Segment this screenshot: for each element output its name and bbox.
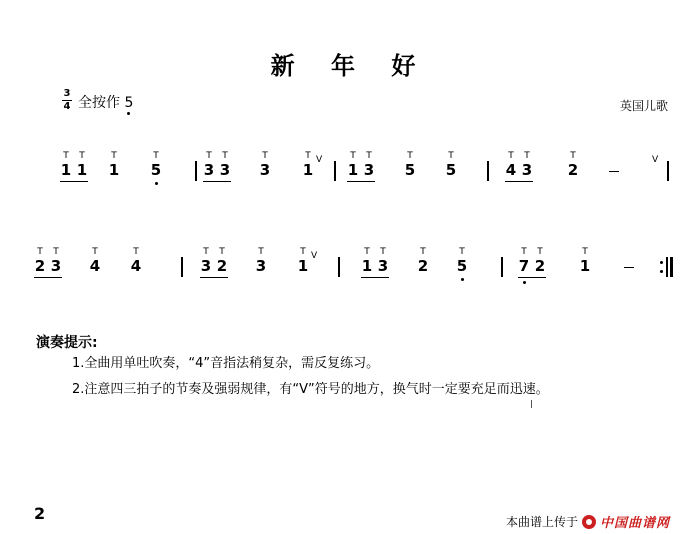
site-logo-text: 中国曲谱网 bbox=[600, 516, 671, 531]
tongue-mark: T bbox=[521, 247, 527, 257]
tongue-mark: T bbox=[92, 247, 98, 257]
tongue-mark: T bbox=[111, 151, 117, 161]
note: 2 bbox=[567, 161, 579, 179]
tongue-mark: T bbox=[459, 247, 465, 257]
tongue-mark: T bbox=[203, 247, 209, 257]
note: 1 bbox=[108, 161, 120, 179]
tongue-mark: T bbox=[582, 247, 588, 257]
note: 2 bbox=[216, 257, 228, 275]
tongue-mark: T bbox=[380, 247, 386, 257]
note: 7 bbox=[518, 257, 530, 275]
performance-tip-1: 1.全曲用单吐吹奏，“4”音指法稍复杂，需反复练习。 bbox=[72, 356, 380, 371]
beam-underline bbox=[203, 181, 231, 182]
bar-line bbox=[195, 161, 197, 181]
note: 5 bbox=[404, 161, 416, 179]
tongue-mark: T bbox=[305, 151, 311, 161]
page-number: 2 bbox=[34, 504, 46, 523]
breath-mark: V bbox=[652, 155, 659, 165]
bar-line bbox=[667, 161, 669, 181]
footer-text: 本曲谱上传于 bbox=[506, 515, 579, 529]
tongue-mark: T bbox=[53, 247, 59, 257]
song-title: 新 年 好 bbox=[270, 52, 430, 80]
low-octave-dot bbox=[523, 281, 526, 284]
note: 1 bbox=[579, 257, 591, 275]
bar-line bbox=[666, 257, 668, 277]
note: 4 bbox=[130, 257, 142, 275]
stray-mark bbox=[531, 400, 532, 408]
repeat-dot bbox=[660, 261, 663, 264]
tongue-mark: T bbox=[508, 151, 514, 161]
tongue-mark: T bbox=[537, 247, 543, 257]
key-indication bbox=[78, 92, 133, 112]
tongue-mark: T bbox=[350, 151, 356, 161]
note: 3 bbox=[259, 161, 271, 179]
beam-underline bbox=[34, 277, 62, 278]
score-line-2 bbox=[0, 248, 700, 288]
note: 1 bbox=[297, 257, 309, 275]
tongue-mark: T bbox=[79, 151, 85, 161]
tongue-mark: T bbox=[366, 151, 372, 161]
bar-line bbox=[487, 161, 489, 181]
performance-tip-2: 2.注意四三拍子的节奏及强弱规律，有“V”符号的地方，换气时一定要充足而迅速。 bbox=[72, 382, 549, 397]
beam-underline bbox=[518, 277, 546, 278]
note: 3 bbox=[203, 161, 215, 179]
note: 5 bbox=[150, 161, 162, 179]
tongue-mark: T bbox=[153, 151, 159, 161]
beam-underline bbox=[505, 181, 533, 182]
key-label: 全按作 bbox=[78, 95, 120, 111]
note: 1 bbox=[76, 161, 88, 179]
sustain-dash bbox=[609, 171, 619, 172]
low-octave-dot bbox=[155, 182, 158, 185]
tongue-mark: T bbox=[300, 247, 306, 257]
note: 3 bbox=[521, 161, 533, 179]
key-note: 5 bbox=[124, 95, 134, 111]
composer: 英国儿歌 bbox=[619, 99, 668, 113]
note: 3 bbox=[219, 161, 231, 179]
note: 5 bbox=[456, 257, 468, 275]
note: 3 bbox=[255, 257, 267, 275]
performance-tips-heading: 演奏提示: bbox=[36, 335, 98, 351]
beam-underline bbox=[60, 181, 88, 182]
note: 3 bbox=[363, 161, 375, 179]
low-octave-dot bbox=[461, 278, 464, 281]
site-logo-icon bbox=[582, 515, 596, 529]
tongue-mark: T bbox=[63, 151, 69, 161]
note: 1 bbox=[60, 161, 72, 179]
note: 1 bbox=[302, 161, 314, 179]
tongue-mark: T bbox=[407, 151, 413, 161]
breath-mark: V bbox=[311, 251, 318, 261]
time-signature bbox=[62, 89, 72, 112]
tongue-mark: T bbox=[133, 247, 139, 257]
bar-line bbox=[338, 257, 340, 277]
tongue-mark: T bbox=[364, 247, 370, 257]
time-signature-top: 3 bbox=[63, 88, 71, 99]
tongue-mark: T bbox=[524, 151, 530, 161]
note: 3 bbox=[50, 257, 62, 275]
tongue-mark: T bbox=[570, 151, 576, 161]
tongue-mark: T bbox=[258, 247, 264, 257]
time-signature-bottom: 4 bbox=[63, 101, 71, 112]
note: 1 bbox=[361, 257, 373, 275]
note: 2 bbox=[534, 257, 546, 275]
beam-underline bbox=[200, 277, 228, 278]
tongue-mark: T bbox=[206, 151, 212, 161]
note: 3 bbox=[200, 257, 212, 275]
tongue-mark: T bbox=[420, 247, 426, 257]
breath-mark: V bbox=[316, 155, 323, 165]
note: 5 bbox=[445, 161, 457, 179]
note: 3 bbox=[377, 257, 389, 275]
tongue-mark: T bbox=[448, 151, 454, 161]
note: 1 bbox=[347, 161, 359, 179]
bar-line bbox=[501, 257, 503, 277]
tongue-mark: T bbox=[222, 151, 228, 161]
beam-underline bbox=[361, 277, 389, 278]
note: 4 bbox=[505, 161, 517, 179]
note: 2 bbox=[34, 257, 46, 275]
note: 4 bbox=[89, 257, 101, 275]
bar-line bbox=[181, 257, 183, 277]
sustain-dash bbox=[624, 267, 634, 268]
final-bar-line bbox=[670, 257, 673, 277]
tongue-mark: T bbox=[219, 247, 225, 257]
bar-line bbox=[334, 161, 336, 181]
beam-underline bbox=[347, 181, 375, 182]
score-line-1 bbox=[0, 152, 700, 192]
footer-credit bbox=[506, 512, 670, 531]
note: 2 bbox=[417, 257, 429, 275]
tongue-mark: T bbox=[37, 247, 43, 257]
tongue-mark: T bbox=[262, 151, 268, 161]
repeat-dot bbox=[660, 270, 663, 273]
